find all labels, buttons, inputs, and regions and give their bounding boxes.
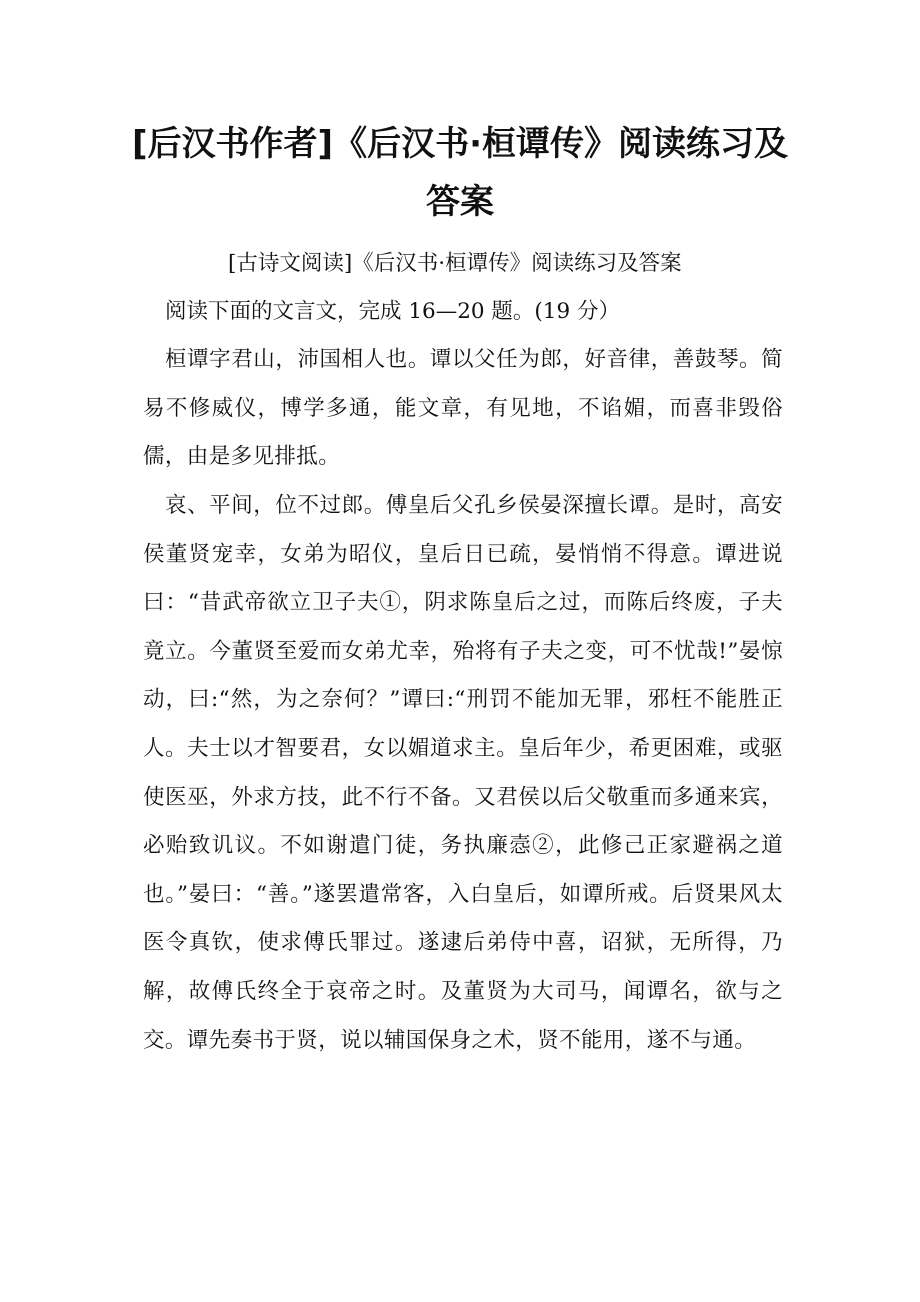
body-paragraph-1: 桓谭字君山，沛国相人也。谭以父任为郎，好音律，善鼓琴。简易不修威仪，博学多通，能文章，有见地，不谄媚，而喜非毁俗儒，由是多见排抵。 xyxy=(143,347,783,470)
reading-instruction: 阅读下面的文言文，完成 16—20 题。(19 分） xyxy=(165,299,620,324)
document-title: [后汉书作者]《后汉书·桓谭传》阅读练习及答案 xyxy=(132,124,788,222)
document-subtitle: [古诗文阅读]《后汉书·桓谭传》阅读练习及答案 xyxy=(228,251,682,276)
body-paragraph-2: 哀、平间，位不过郎。傅皇后父孔乡侯晏深擅长谭。是时，高安侯董贤宠幸，女弟为昭仪，皇后日已疏，晏悄悄不得意。谭进说曰：“昔武帝欲立卫子夫①，阴求陈皇后之过，而陈后终废，子夫竟立。今董贤至爱而女弟尤幸，殆将有子夫之变，可不忧哉!”晏惊动，曰:“然，为之奈何？”谭曰:“刑罚不能加无罪，邪枉不能胜正人。夫士以才智要君，女以媚道求主。皇后年少，希更困难，或驱使医巫，外求方技，此不行不备。又君侯以后父敬重而多通来宾，必贻致讥议。不如谢遣门徒，务执廉悫②，此修己正家避祸之道也。”晏曰：“善。”遂罢遣常客，入白皇后，如谭所戒。后贤果风太医令真钦，使求傅氏罪过。遂逮后弟侍中喜，诏狱，无所得，乃解，故傅氏终全于哀帝之时。及董贤为大司马，闻谭名，欲与之交。谭先奏书于贤，说以辅国保身之术，贤不能用，遂不与通。 xyxy=(143,493,783,1053)
